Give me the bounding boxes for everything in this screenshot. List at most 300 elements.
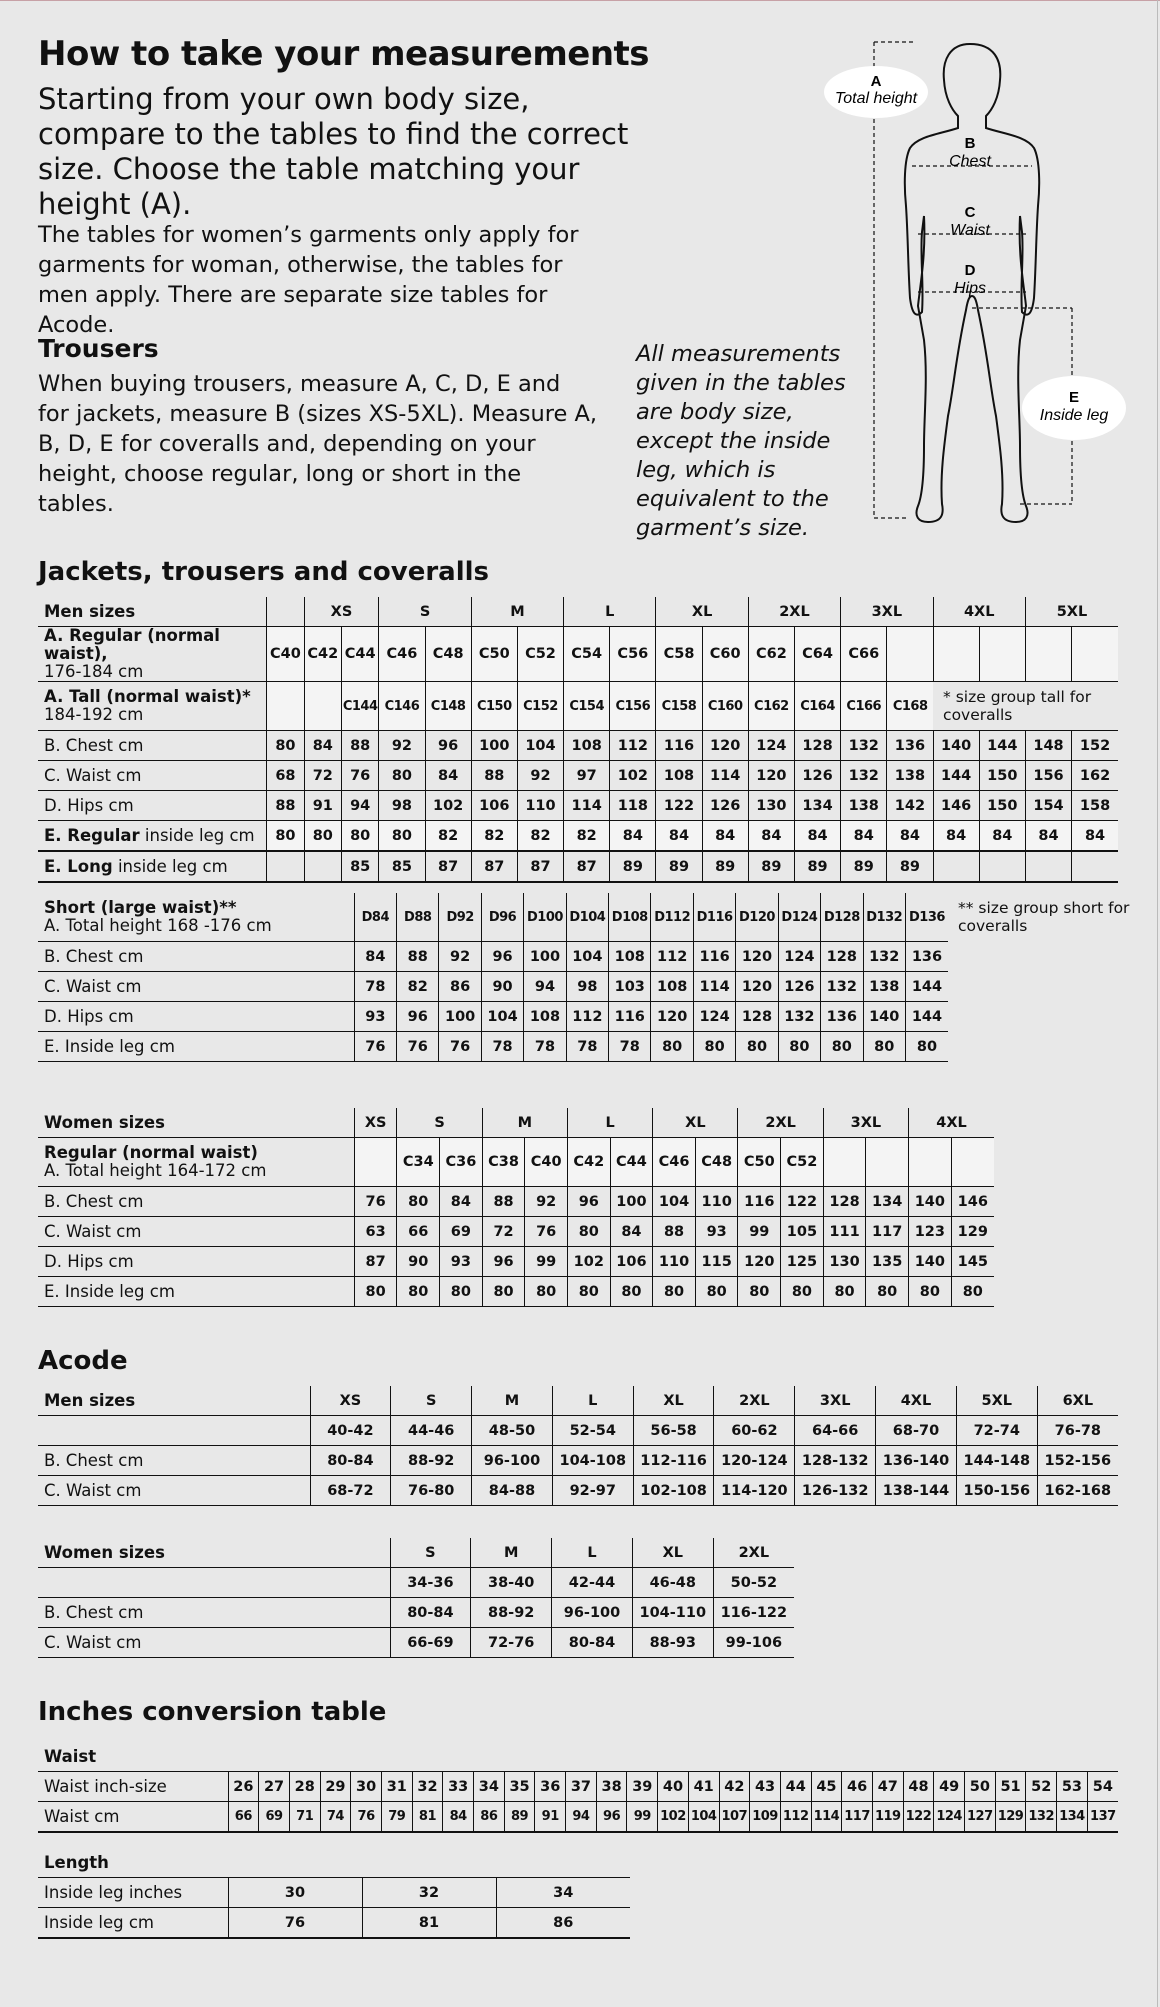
measure-value: 128	[821, 942, 863, 972]
measure-value: 120	[736, 972, 778, 1002]
size-header: M	[471, 1538, 552, 1568]
size-header: L	[567, 1108, 652, 1138]
table-cell	[979, 627, 1025, 682]
table-row	[38, 1446, 1118, 1476]
measure-value: 112	[651, 942, 693, 972]
measure-value: 140	[909, 1247, 952, 1277]
cm-value: 104	[688, 1802, 719, 1833]
acode-women-table	[38, 1538, 794, 1658]
inch-value: 27	[259, 1772, 290, 1802]
measure-value: 80	[909, 1277, 952, 1307]
measure-label: B. Chest cm	[38, 942, 354, 972]
measure-value: 84	[887, 821, 933, 852]
measure-value: 102	[567, 1247, 610, 1277]
size-header: 2XL	[748, 597, 840, 627]
measure-value: 162-168	[1037, 1476, 1118, 1506]
size-code: C64	[794, 627, 840, 682]
size-range: 52-54	[552, 1416, 633, 1446]
size-code: C46	[653, 1138, 696, 1187]
measure-value: 99	[525, 1247, 568, 1277]
measure-value: 103	[609, 972, 651, 1002]
size-code: C62	[748, 627, 794, 682]
size-code: D132	[863, 893, 905, 942]
measure-value: 104	[517, 731, 563, 761]
table-row	[38, 1187, 994, 1217]
measure-value: 116-122	[713, 1598, 794, 1628]
measure-value: 120	[702, 731, 748, 761]
inch-value: 46	[842, 1772, 873, 1802]
measure-value: 110	[695, 1187, 738, 1217]
size-header: 6XL	[1037, 1386, 1118, 1416]
measure-value: 116	[656, 731, 702, 761]
waist-conversion-table	[38, 1742, 1118, 1833]
measure-label: D. Hips cm	[38, 1247, 354, 1277]
measure-value: 85	[341, 851, 378, 882]
size-header: XL	[656, 597, 748, 627]
measure-value: 98	[379, 791, 425, 821]
size-code: C40	[525, 1138, 568, 1187]
table-cell	[267, 851, 304, 882]
short-label: Short (large waist)** A. Total height 168 -176 cm	[38, 893, 354, 942]
measure-value: 130	[748, 791, 794, 821]
inch-label: Waist inch-size	[38, 1772, 228, 1802]
measure-value: 88-92	[391, 1446, 472, 1476]
inch-value: 33	[443, 1772, 474, 1802]
measure-value: 80	[341, 821, 378, 852]
inch-value: 37	[566, 1772, 597, 1802]
size-header: XS	[354, 1108, 397, 1138]
size-code: C50	[471, 627, 517, 682]
measure-value: 102	[425, 791, 471, 821]
size-header: 2XL	[714, 1386, 795, 1416]
measure-value: 138-144	[876, 1476, 957, 1506]
measure-value: 124	[693, 1002, 735, 1032]
measure-value: 68	[267, 761, 304, 791]
size-range: 42-44	[552, 1568, 633, 1598]
table-cell	[304, 682, 341, 731]
cm-label: Waist cm	[38, 1802, 228, 1833]
size-code: C44	[610, 1138, 653, 1187]
inch-value: 45	[811, 1772, 842, 1802]
measure-value: 104	[481, 1002, 523, 1032]
measure-value: 78	[609, 1032, 651, 1062]
size-code: D116	[693, 893, 735, 942]
measure-value: 84	[1072, 821, 1118, 852]
measure-value: 78	[481, 1032, 523, 1062]
section-inches-heading: Inches conversion table	[38, 1697, 387, 1727]
measure-value: 80	[354, 1277, 397, 1307]
inch-value: 49	[934, 1772, 965, 1802]
size-header: M	[482, 1108, 567, 1138]
cm-value: 76	[351, 1802, 382, 1833]
regular-leg-label: E. Regular inside leg cm	[38, 821, 267, 852]
measure-value: 140	[863, 1002, 905, 1032]
women-sizes-header: Women sizes	[38, 1108, 354, 1138]
table-cell	[304, 851, 341, 882]
measure-value: 120-124	[714, 1446, 795, 1476]
inch-value: 30	[351, 1772, 382, 1802]
measure-value: 112-116	[633, 1446, 714, 1476]
size-range: 56-58	[633, 1416, 714, 1446]
cm-value: 96	[596, 1802, 627, 1833]
measure-value: 145	[951, 1247, 994, 1277]
measure-value: 96	[567, 1187, 610, 1217]
measure-value: 108	[524, 1002, 566, 1032]
measure-value: 136-140	[876, 1446, 957, 1476]
size-range: 34-36	[390, 1568, 471, 1598]
size-code: C168	[887, 682, 933, 731]
cm-value: 117	[842, 1802, 873, 1833]
measure-value: 85	[379, 851, 425, 882]
measure-value: 126-132	[795, 1476, 876, 1506]
size-code: D92	[439, 893, 481, 942]
size-header: S	[391, 1386, 472, 1416]
right-border	[1157, 0, 1158, 2007]
measure-value: 144	[905, 972, 948, 1002]
measure-value: 150-156	[956, 1476, 1037, 1506]
measure-value: 80	[951, 1277, 994, 1307]
measure-label: B. Chest cm	[38, 731, 267, 761]
trousers-text: When buying trousers, measure A, C, D, E and for jackets, measure B (sizes XS-5XL). Measure A, B, D, E for coveralls and, depending on your height, choose regular, long or short in the tables.	[38, 371, 598, 517]
measure-value: 96	[481, 942, 523, 972]
measure-value: 126	[778, 972, 820, 1002]
lead-text: Starting from your own body size, compare to the tables to find the correct size. Choose the table matching your height (A).	[38, 82, 629, 221]
measure-value: 80	[736, 1032, 778, 1062]
measure-value: 134	[866, 1187, 909, 1217]
length-conversion-table	[38, 1848, 630, 1939]
size-range: 44-46	[391, 1416, 472, 1446]
label-d-letter: D	[964, 262, 976, 279]
cm-value: 81	[412, 1802, 443, 1833]
inch-value: 42	[719, 1772, 750, 1802]
size-code: D120	[736, 893, 778, 942]
measure-value: 100	[439, 1002, 481, 1032]
measure-value: 111	[823, 1217, 866, 1247]
acode-women-header: Women sizes	[38, 1538, 390, 1568]
measure-value: 132	[778, 1002, 820, 1032]
inch-value: 52	[1026, 1772, 1057, 1802]
waist-header: Waist	[38, 1742, 1118, 1772]
size-header: XL	[633, 1386, 714, 1416]
measure-value: 132	[841, 761, 887, 791]
table-row	[38, 1032, 948, 1062]
measure-value: 66	[397, 1217, 440, 1247]
measure-value: 76	[341, 761, 378, 791]
size-code: C42	[567, 1138, 610, 1187]
size-header: 3XL	[823, 1108, 908, 1138]
measure-value: 82	[517, 821, 563, 852]
size-code: C42	[304, 627, 341, 682]
measure-value: 89	[610, 851, 656, 882]
inch-value: 32	[412, 1772, 443, 1802]
size-code: C56	[610, 627, 656, 682]
inch-value: 34	[496, 1878, 630, 1908]
cm-value: 74	[320, 1802, 351, 1833]
measure-value: 80	[440, 1277, 483, 1307]
measure-label: C. Waist cm	[38, 1628, 390, 1658]
cm-value: 79	[381, 1802, 412, 1833]
measure-value: 80	[304, 821, 341, 852]
size-code: C156	[610, 682, 656, 731]
table-cell	[38, 1416, 310, 1446]
table-row	[38, 761, 1118, 791]
size-code: C166	[841, 682, 887, 731]
measure-value: 80	[863, 1032, 905, 1062]
measure-value: 76-80	[391, 1476, 472, 1506]
regular-label: A. Regular (normal waist), 176-184 cm	[38, 627, 267, 682]
size-header: S	[397, 1108, 482, 1138]
table-row	[38, 1628, 794, 1658]
cm-value: 112	[780, 1802, 811, 1833]
measure-value: 84	[610, 1217, 653, 1247]
inch-value: 54	[1087, 1772, 1118, 1802]
measure-label: B. Chest cm	[38, 1187, 354, 1217]
size-range: 50-52	[713, 1568, 794, 1598]
size-code: D112	[651, 893, 693, 942]
measure-value: 92	[439, 942, 481, 972]
size-range: 60-62	[714, 1416, 795, 1446]
table-row	[38, 1908, 630, 1939]
measure-value: 84	[748, 821, 794, 852]
size-header: M	[472, 1386, 553, 1416]
measure-value: 80-84	[310, 1446, 391, 1476]
measure-value: 100	[610, 1187, 653, 1217]
measure-value: 144	[905, 1002, 948, 1032]
measure-value: 132	[821, 972, 863, 1002]
inch-label: Inside leg inches	[38, 1878, 228, 1908]
table-row	[38, 851, 1118, 882]
measure-value: 96	[482, 1247, 525, 1277]
measure-value: 138	[841, 791, 887, 821]
size-range: 72-74	[956, 1416, 1037, 1446]
size-header: 5XL	[1025, 597, 1118, 627]
table-row	[38, 1476, 1118, 1506]
men-sizes-header: Men sizes	[38, 597, 267, 627]
table-row	[38, 1598, 794, 1628]
measure-value: 97	[564, 761, 610, 791]
table-cell	[1072, 851, 1118, 882]
measure-value: 120	[748, 761, 794, 791]
table-cell	[267, 597, 304, 627]
table-row	[38, 1108, 994, 1138]
measure-value: 98	[566, 972, 608, 1002]
measure-value: 78	[524, 1032, 566, 1062]
measure-value: 136	[905, 942, 948, 972]
measure-value: 76	[397, 1032, 439, 1062]
measure-value: 84	[933, 821, 979, 852]
inch-value: 43	[750, 1772, 781, 1802]
table-row	[38, 597, 1118, 627]
inch-value: 53	[1057, 1772, 1088, 1802]
measure-value: 142	[887, 791, 933, 821]
measure-value: 72	[304, 761, 341, 791]
measure-value: 88	[653, 1217, 696, 1247]
measure-value: 80	[823, 1277, 866, 1307]
table-row	[38, 893, 948, 942]
inch-value: 31	[381, 1772, 412, 1802]
size-code: D104	[566, 893, 608, 942]
label-c-letter: C	[964, 204, 976, 221]
measure-value: 104-110	[632, 1598, 713, 1628]
measure-value: 104	[566, 942, 608, 972]
measure-value: 114	[693, 972, 735, 1002]
measure-value: 91	[304, 791, 341, 821]
measure-value: 152-156	[1037, 1446, 1118, 1476]
measure-value: 146	[951, 1187, 994, 1217]
acode-men-header: Men sizes	[38, 1386, 310, 1416]
table-row	[38, 627, 1118, 682]
measure-value: 128	[794, 731, 840, 761]
measure-value: 82	[425, 821, 471, 852]
cm-value: 114	[811, 1802, 842, 1833]
measure-value: 86	[439, 972, 481, 1002]
size-header: L	[564, 597, 656, 627]
measure-value: 80	[651, 1032, 693, 1062]
size-code: D96	[481, 893, 523, 942]
measure-value: 110	[517, 791, 563, 821]
table-row	[38, 682, 1118, 731]
cm-value: 137	[1087, 1802, 1118, 1833]
measure-value: 129	[951, 1217, 994, 1247]
measure-value: 128	[736, 1002, 778, 1032]
inch-value: 50	[965, 1772, 996, 1802]
inch-value: 47	[872, 1772, 903, 1802]
measure-value: 116	[693, 942, 735, 972]
women-note: The tables for women’s garments only apply for garments for woman, otherwise, the tables for men apply. There are separate size tables for Acode.	[38, 222, 579, 338]
measure-value: 126	[794, 761, 840, 791]
inch-value: 28	[289, 1772, 320, 1802]
measure-value: 88	[471, 761, 517, 791]
size-range: 46-48	[632, 1568, 713, 1598]
measure-value: 138	[887, 761, 933, 791]
measure-label: D. Hips cm	[38, 1002, 354, 1032]
measure-value: 96	[425, 731, 471, 761]
table-row	[38, 1538, 794, 1568]
cm-value: 66	[228, 1802, 259, 1833]
measurement-note: All measurements given in the tables are body size, except the inside leg, which is equivalent to the garment’s size.	[636, 341, 846, 541]
measure-label: C. Waist cm	[38, 972, 354, 1002]
table-row	[38, 1742, 1118, 1772]
measure-label: C. Waist cm	[38, 1476, 310, 1506]
label-b-letter: B	[964, 135, 976, 152]
measure-value: 136	[887, 731, 933, 761]
measure-value: 114	[564, 791, 610, 821]
short-sizes-table	[38, 893, 1130, 1062]
size-code: D136	[905, 893, 948, 942]
measure-value: 88	[482, 1187, 525, 1217]
measure-value: 125	[781, 1247, 824, 1277]
size-code: D128	[821, 893, 863, 942]
measure-value: 122	[781, 1187, 824, 1217]
women-sizes-table	[38, 1108, 994, 1307]
measure-value: 82	[564, 821, 610, 852]
measure-value: 87	[471, 851, 517, 882]
measure-value: 156	[1025, 761, 1071, 791]
cm-value: 107	[719, 1802, 750, 1833]
label-waist: Waist	[950, 222, 990, 239]
size-code: C144	[341, 682, 378, 731]
inch-value: 41	[688, 1772, 719, 1802]
measure-value: 88-92	[471, 1598, 552, 1628]
table-row	[38, 972, 948, 1002]
size-code: C38	[482, 1138, 525, 1187]
measure-value: 68-72	[310, 1476, 391, 1506]
label-chest: Chest	[949, 153, 991, 170]
measure-value: 84	[610, 821, 656, 852]
size-code: C52	[517, 627, 563, 682]
measure-value: 130	[823, 1247, 866, 1277]
measure-value: 100	[471, 731, 517, 761]
measure-value: 92-97	[552, 1476, 633, 1506]
measure-value: 122	[656, 791, 702, 821]
cm-value: 86	[496, 1908, 630, 1939]
measure-value: 80	[482, 1277, 525, 1307]
table-cell	[1025, 627, 1071, 682]
measure-value: 88	[397, 942, 439, 972]
measure-value: 90	[397, 1247, 440, 1277]
measure-value: 84	[425, 761, 471, 791]
measure-value: 138	[863, 972, 905, 1002]
cm-value: 76	[228, 1908, 362, 1939]
measure-value: 104	[653, 1187, 696, 1217]
regular-label: Regular (normal waist) A. Total height 164-172 cm	[38, 1138, 354, 1187]
size-code: C150	[471, 682, 517, 731]
size-code: C152	[517, 682, 563, 731]
measure-value: 76	[354, 1187, 397, 1217]
table-cell	[267, 682, 304, 731]
size-header: L	[552, 1538, 633, 1568]
size-code: C160	[702, 682, 748, 731]
cm-value: 122	[903, 1802, 934, 1833]
label-e-letter: E	[1068, 389, 1080, 406]
measure-value: 96	[397, 1002, 439, 1032]
cm-value: 127	[965, 1802, 996, 1833]
size-code: C164	[794, 682, 840, 731]
size-code: C66	[841, 627, 887, 682]
inch-value: 32	[362, 1878, 496, 1908]
size-header: 2XL	[738, 1108, 823, 1138]
measure-value: 114	[702, 761, 748, 791]
size-range: 64-66	[795, 1416, 876, 1446]
measure-value: 80	[738, 1277, 781, 1307]
measure-value: 136	[821, 1002, 863, 1032]
measure-value: 116	[609, 1002, 651, 1032]
table-cell	[1025, 851, 1071, 882]
measure-value: 80	[653, 1277, 696, 1307]
measure-value: 92	[525, 1187, 568, 1217]
size-code: C34	[397, 1138, 440, 1187]
size-code: C54	[564, 627, 610, 682]
cm-value: 84	[443, 1802, 474, 1833]
size-header: 2XL	[713, 1538, 794, 1568]
inch-value: 39	[627, 1772, 658, 1802]
cm-label: Inside leg cm	[38, 1908, 228, 1939]
label-a-letter: A	[870, 73, 882, 90]
size-code: C50	[738, 1138, 781, 1187]
cm-value: 86	[474, 1802, 505, 1833]
measure-value: 106	[471, 791, 517, 821]
size-code: C60	[702, 627, 748, 682]
table-row	[38, 1247, 994, 1277]
size-range: 76-78	[1037, 1416, 1118, 1446]
table-row	[38, 1772, 1118, 1802]
inch-value: 44	[780, 1772, 811, 1802]
tall-note: * size group tall for coveralls	[933, 682, 1118, 731]
measure-value: 84	[656, 821, 702, 852]
measure-value: 102	[610, 761, 656, 791]
measure-value: 72	[482, 1217, 525, 1247]
table-row	[38, 1848, 630, 1878]
